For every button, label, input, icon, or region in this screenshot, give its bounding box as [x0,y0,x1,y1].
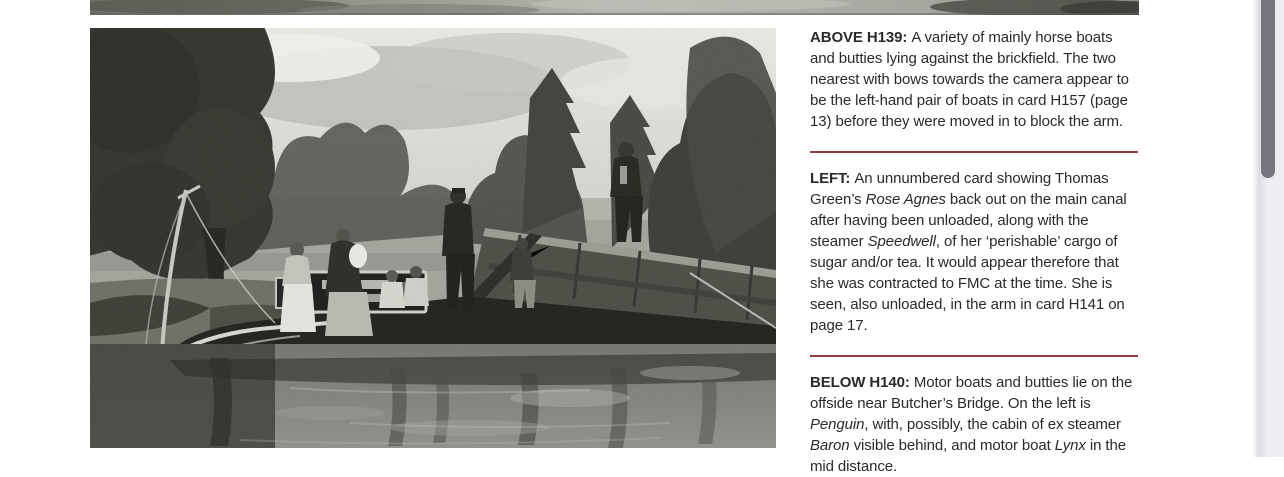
main-photo [90,28,776,448]
caption-above-h139 [810,27,1140,132]
caption-column [810,27,1140,477]
scrollbar-track[interactable] [1252,0,1284,457]
boat-name: Baron [810,437,850,454]
boat-name: Penguin [810,416,865,433]
previous-photo-strip-image [90,0,1139,15]
caption-lead: LEFT: [810,170,855,187]
caption-body: back out on the main canal after having been unloaded, along with the steamer [810,191,1127,250]
boat-name: Lynx [1054,437,1086,454]
caption-divider [810,355,1138,357]
caption-body: An unnumbered card showing Thomas Green’s [810,170,1109,208]
caption-below-h140 [810,372,1140,477]
caption-body: Motor boats and butties lie on the offside near Butcher’s Bridge. On the left is [810,374,1133,412]
scrollbar-thumb[interactable] [1261,0,1275,178]
caption-left [810,168,1140,336]
caption-body: in the mid distance. [810,437,1126,475]
boat-name: Speedwell [867,233,936,250]
caption-divider [810,151,1138,153]
previous-photo-strip [90,0,1139,15]
caption-body: visible behind, and motor boat [849,437,1055,454]
boat-name: Rose Agnes [865,191,946,208]
caption-body: , of her ‘perishable’ cargo of sugar and/or tea. It would appear therefore that she was contracted to FMC at the time. She is seen, also unloaded, in the arm in card H141 on page 17. [810,233,1125,334]
photo-grain [90,28,776,448]
caption-body: A variety of mainly horse boats and butties lying against the brickfield. The two nearest with bows towards the camera appear to be the left-hand pair of boats in card H157 (page 13) before they were moved in to block the arm. [810,29,1129,130]
caption-body: , with, possibly, the cabin of ex steamer [864,416,1121,433]
caption-lead: ABOVE H139: [810,29,912,46]
caption-lead: BELOW H140: [810,374,914,391]
main-photo-image [90,28,776,448]
